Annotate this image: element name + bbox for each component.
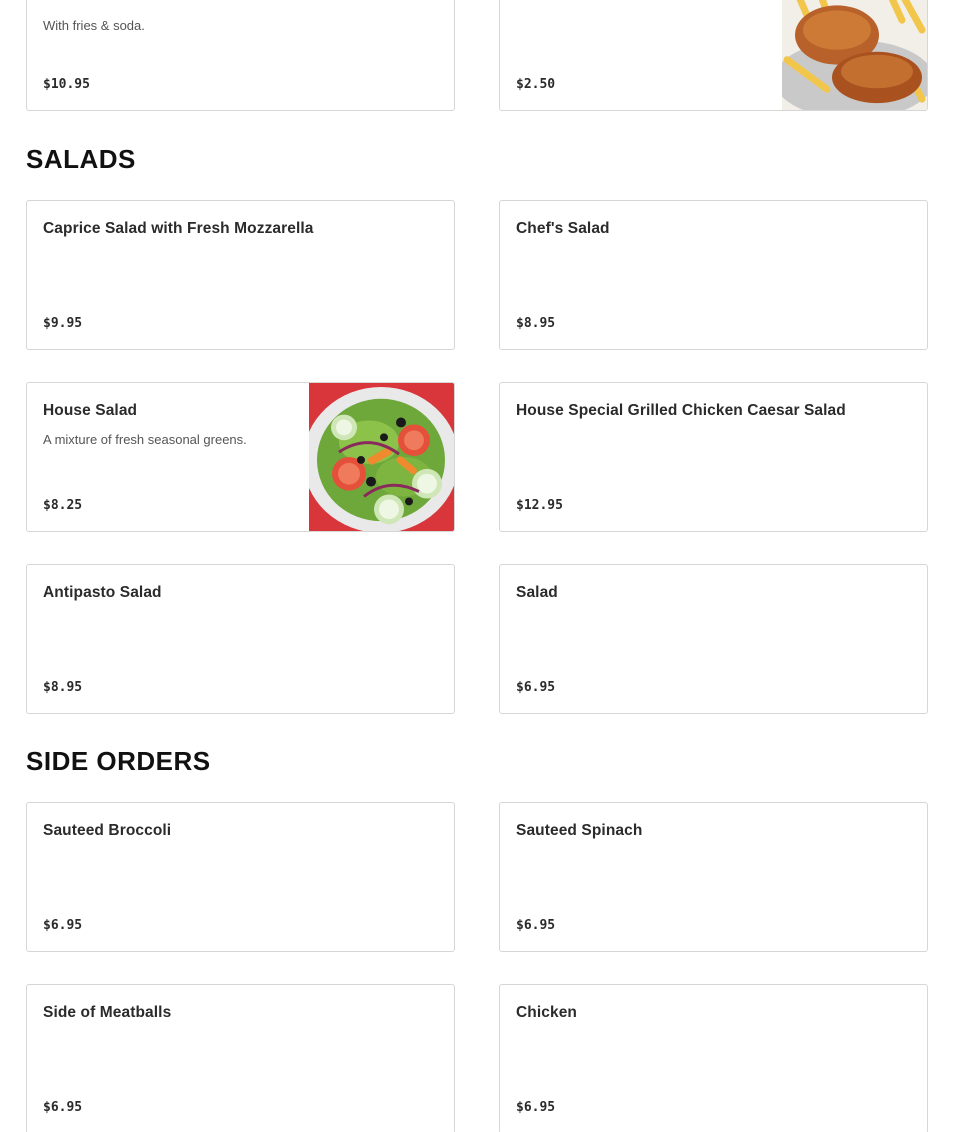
item-name: Side of Meatballs	[43, 1004, 172, 1021]
menu-item-card[interactable]	[26, 200, 455, 350]
house-salad-image	[309, 383, 454, 531]
menu-item-card[interactable]	[499, 564, 928, 714]
item-description: With fries & soda.	[43, 18, 145, 33]
menu-item-card[interactable]	[499, 200, 928, 350]
item-name: Chicken	[516, 1004, 577, 1021]
section-title-side-orders: SIDE ORDERS	[26, 746, 211, 776]
menu-item-card[interactable]	[26, 382, 455, 532]
item-price: $2.50	[516, 77, 556, 92]
item-name: House Special Grilled Chicken Caesar Salad	[516, 402, 846, 419]
item-price: $6.95	[516, 1100, 556, 1115]
section-title-salads: SALADS	[26, 144, 136, 174]
item-name: Caprice Salad with Fresh Mozzarella	[43, 220, 314, 237]
item-name: Antipasto Salad	[43, 584, 162, 601]
item-name: House Salad	[43, 402, 138, 419]
item-price: $9.95	[43, 316, 83, 331]
fried-chicken-fries-image	[782, 0, 927, 110]
item-price: $6.95	[516, 918, 556, 933]
menu-item-card[interactable]	[26, 564, 455, 714]
item-price: $12.95	[516, 498, 563, 513]
item-price: $6.95	[43, 918, 83, 933]
item-description: A mixture of fresh seasonal greens.	[43, 432, 247, 447]
item-name: Chef's Salad	[516, 220, 610, 237]
item-price: $6.95	[516, 680, 556, 695]
menu-item-card[interactable]	[499, 0, 928, 111]
item-name: Sauteed Spinach	[516, 822, 643, 839]
item-price: $8.95	[43, 680, 83, 695]
item-name: Sauteed Broccoli	[43, 822, 172, 839]
item-price: $8.95	[516, 316, 556, 331]
item-price: $8.25	[43, 498, 83, 513]
item-price: $6.95	[43, 1100, 83, 1115]
menu-item-card[interactable]	[499, 382, 928, 532]
menu-item-card[interactable]	[26, 984, 455, 1132]
menu-item-card[interactable]	[499, 802, 928, 952]
item-name: Salad	[516, 584, 558, 601]
menu-item-card[interactable]	[26, 802, 455, 952]
menu-item-card[interactable]	[499, 984, 928, 1132]
menu-item-card[interactable]	[26, 0, 455, 111]
item-price: $10.95	[43, 77, 90, 92]
